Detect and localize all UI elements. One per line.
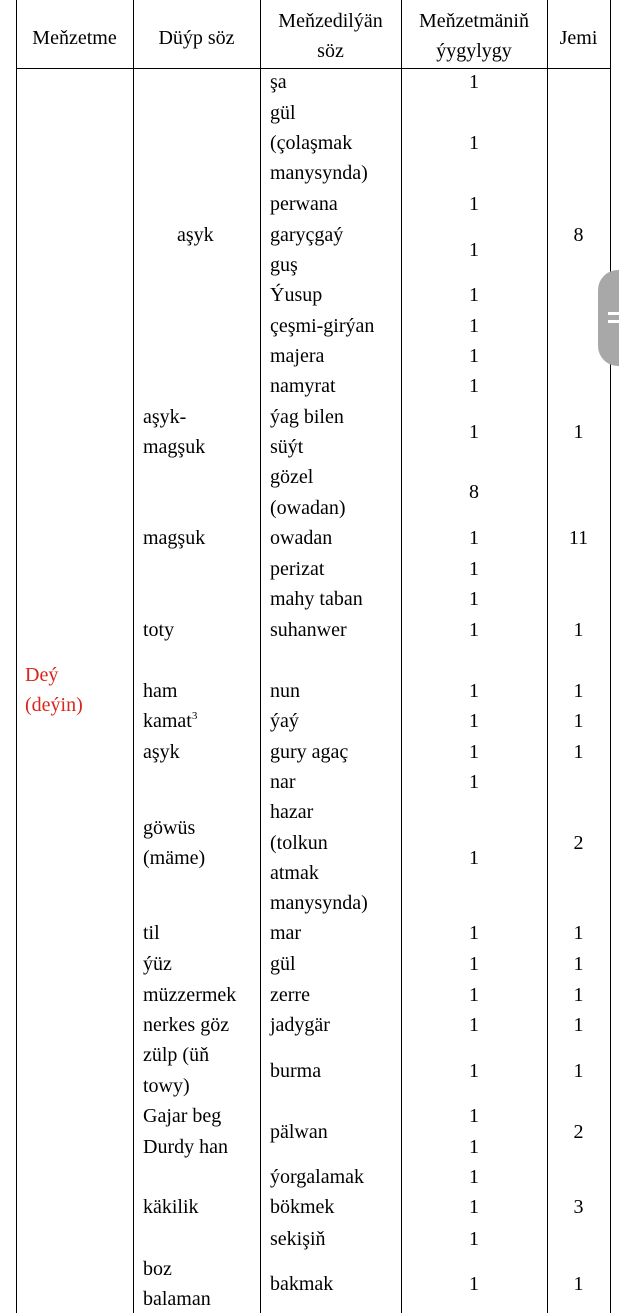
duyp-soz-cell: zülp (üň bbox=[143, 1044, 210, 1066]
handle-grip-icon bbox=[608, 320, 619, 323]
jemi-cell: 1 bbox=[573, 710, 584, 732]
jemi-cell: 2 bbox=[573, 832, 584, 854]
menzedilyan-cell: zerre bbox=[270, 984, 310, 1006]
menzedilyan-cell: burma bbox=[270, 1060, 322, 1082]
menzedilyan-cell: perwana bbox=[270, 193, 338, 215]
yygylyk-cell: 1 bbox=[469, 284, 479, 306]
yygylyk-cell: 1 bbox=[469, 741, 479, 763]
yygylyk-cell: 1 bbox=[469, 922, 479, 944]
menzedilyan-cell: manysynda) bbox=[270, 892, 368, 914]
menzetme-line1: Deý bbox=[25, 664, 59, 686]
yygylyk-cell: 1 bbox=[469, 680, 479, 702]
menzedilyan-cell: nar bbox=[270, 771, 296, 793]
yygylyk-cell: 1 bbox=[469, 710, 479, 732]
yygylyk-cell: 1 bbox=[469, 527, 479, 549]
yygylyk-cell: 1 bbox=[469, 421, 479, 443]
yygylyk-cell: 1 bbox=[469, 771, 479, 793]
menzedilyan-cell: nun bbox=[270, 680, 300, 702]
jemi-cell: 1 bbox=[573, 680, 584, 702]
menzedilyan-cell: mahy taban bbox=[270, 588, 363, 610]
yygylyk-cell: 8 bbox=[469, 481, 479, 503]
yygylyk-cell: 1 bbox=[469, 71, 479, 93]
menzedilyan-cell: garyçgaý bbox=[270, 224, 344, 246]
table-border-right bbox=[610, 0, 611, 1313]
duyp-soz-cell: ham bbox=[143, 680, 178, 702]
menzedilyan-cell: mar bbox=[270, 922, 302, 944]
yygylyk-cell: 1 bbox=[469, 375, 479, 397]
menzedilyan-cell: ýorgalamak bbox=[270, 1166, 365, 1188]
jemi-cell: 1 bbox=[573, 741, 584, 763]
yygylyk-cell: 1 bbox=[469, 1228, 479, 1250]
duyp-soz-cell: nerkes göz bbox=[143, 1014, 230, 1036]
menzedilyan-cell: Ýusup bbox=[270, 284, 323, 306]
column-divider bbox=[260, 0, 261, 1313]
jemi-cell: 1 bbox=[573, 984, 584, 1006]
yygylyk-cell: 1 bbox=[469, 588, 479, 610]
duyp-soz-cell: kamat$^3$ bbox=[143, 710, 198, 732]
menzedilyan-cell: guş bbox=[270, 254, 298, 276]
yygylyk-cell: 1 bbox=[469, 953, 479, 975]
header-duyp-soz: Düýp söz bbox=[158, 27, 235, 49]
yygylyk-cell: 1 bbox=[469, 239, 479, 261]
menzedilyan-cell: bakmak bbox=[270, 1273, 334, 1295]
jemi-cell: 3 bbox=[573, 1196, 584, 1218]
header-yygylyk-line1: Meňzetmäniň bbox=[419, 10, 529, 32]
duyp-soz-cell: magşuk bbox=[143, 436, 206, 458]
yygylyk-cell: 1 bbox=[469, 1166, 479, 1188]
menzedilyan-cell: namyrat bbox=[270, 375, 336, 397]
duyp-soz-cell: til bbox=[143, 922, 160, 944]
duyp-soz-cell: käkilik bbox=[143, 1196, 199, 1218]
header-menzedilyan-line1: Meňzedilýän bbox=[278, 10, 383, 32]
duyp-soz-cell: göwüs bbox=[143, 817, 196, 839]
yygylyk-cell: 1 bbox=[469, 1273, 479, 1295]
jemi-cell: 8 bbox=[573, 224, 584, 246]
yygylyk-cell: 1 bbox=[469, 1136, 479, 1158]
menzedilyan-cell: pälwan bbox=[270, 1121, 328, 1143]
menzedilyan-cell: çeşmi-girýan bbox=[270, 315, 375, 337]
duyp-soz-cell: aşyk- bbox=[143, 406, 187, 428]
duyp-soz-cell: müzzermek bbox=[143, 984, 237, 1006]
menzedilyan-cell: atmak bbox=[270, 862, 319, 884]
jemi-cell: 1 bbox=[573, 1060, 584, 1082]
menzedilyan-cell: (çolaşmak bbox=[270, 132, 353, 154]
menzedilyan-cell: majera bbox=[270, 345, 325, 367]
duyp-soz-cell: (mäme) bbox=[143, 847, 206, 869]
jemi-cell: 1 bbox=[573, 421, 584, 443]
duyp-soz-cell: aşyk bbox=[177, 224, 214, 246]
menzedilyan-cell: gözel bbox=[270, 466, 314, 488]
menzedilyan-cell: bökmek bbox=[270, 1196, 335, 1218]
duyp-soz-cell: ýüz bbox=[143, 953, 172, 975]
menzedilyan-cell: (tolkun bbox=[270, 832, 328, 854]
handle-grip-icon bbox=[608, 312, 619, 315]
yygylyk-cell: 1 bbox=[469, 847, 479, 869]
jemi-cell: 2 bbox=[573, 1121, 584, 1143]
menzedilyan-cell: ýag bilen bbox=[270, 406, 344, 428]
menzedilyan-cell: perizat bbox=[270, 558, 325, 580]
header-menzetme: Meňzetme bbox=[32, 27, 117, 49]
menzedilyan-cell: gül bbox=[270, 953, 296, 975]
menzedilyan-cell: şa bbox=[270, 71, 287, 93]
yygylyk-cell: 1 bbox=[469, 1105, 479, 1127]
yygylyk-cell: 1 bbox=[469, 1196, 479, 1218]
duyp-soz-cell: boz bbox=[143, 1258, 172, 1280]
menzedilyan-cell: gury agaç bbox=[270, 741, 349, 763]
menzedilyan-cell: süýt bbox=[270, 436, 304, 458]
jemi-cell: 1 bbox=[573, 1014, 584, 1036]
menzedilyan-cell: manysynda) bbox=[270, 162, 368, 184]
header-jemi: Jemi bbox=[559, 27, 598, 49]
yygylyk-cell: 1 bbox=[469, 1060, 479, 1082]
side-panel-handle[interactable] bbox=[598, 270, 619, 366]
table-border-left bbox=[16, 0, 17, 1313]
duyp-soz-cell: towy) bbox=[143, 1075, 190, 1097]
menzedilyan-cell: (owadan) bbox=[270, 497, 346, 519]
jemi-cell: 1 bbox=[573, 619, 584, 641]
header-menzedilyan-line2: söz bbox=[317, 40, 344, 62]
duyp-soz-cell: Durdy han bbox=[143, 1136, 228, 1158]
duyp-soz-cell: magşuk bbox=[143, 527, 206, 549]
yygylyk-cell: 1 bbox=[469, 345, 479, 367]
duyp-soz-cell: toty bbox=[143, 619, 175, 641]
duyp-soz-cell: aşyk bbox=[143, 741, 180, 763]
menzedilyan-cell: ýaý bbox=[270, 710, 299, 732]
yygylyk-cell: 1 bbox=[469, 315, 479, 337]
yygylyk-cell: 1 bbox=[469, 619, 479, 641]
jemi-cell: 1 bbox=[573, 1273, 584, 1295]
menzetme-line2: (deýin) bbox=[25, 694, 83, 716]
header-yygylyk-line2: ýygylygy bbox=[436, 40, 512, 62]
menzedilyan-cell: suhanwer bbox=[270, 619, 347, 641]
yygylyk-cell: 1 bbox=[469, 558, 479, 580]
column-divider bbox=[133, 0, 134, 1313]
yygylyk-cell: 1 bbox=[469, 132, 479, 154]
jemi-cell: 1 bbox=[573, 953, 584, 975]
yygylyk-cell: 1 bbox=[469, 1014, 479, 1036]
jemi-cell: 11 bbox=[568, 527, 589, 549]
menzedilyan-cell: sekişiň bbox=[270, 1228, 326, 1250]
yygylyk-cell: 1 bbox=[469, 984, 479, 1006]
menzedilyan-cell: owadan bbox=[270, 527, 333, 549]
jemi-cell: 1 bbox=[573, 922, 584, 944]
menzedilyan-cell: jadygär bbox=[270, 1014, 330, 1036]
duyp-soz-cell: Gajar beg bbox=[143, 1105, 222, 1127]
duyp-soz-cell: balaman bbox=[143, 1288, 211, 1310]
menzedilyan-cell: gül bbox=[270, 102, 296, 124]
menzedilyan-cell: hazar bbox=[270, 801, 314, 823]
yygylyk-cell: 1 bbox=[469, 193, 479, 215]
